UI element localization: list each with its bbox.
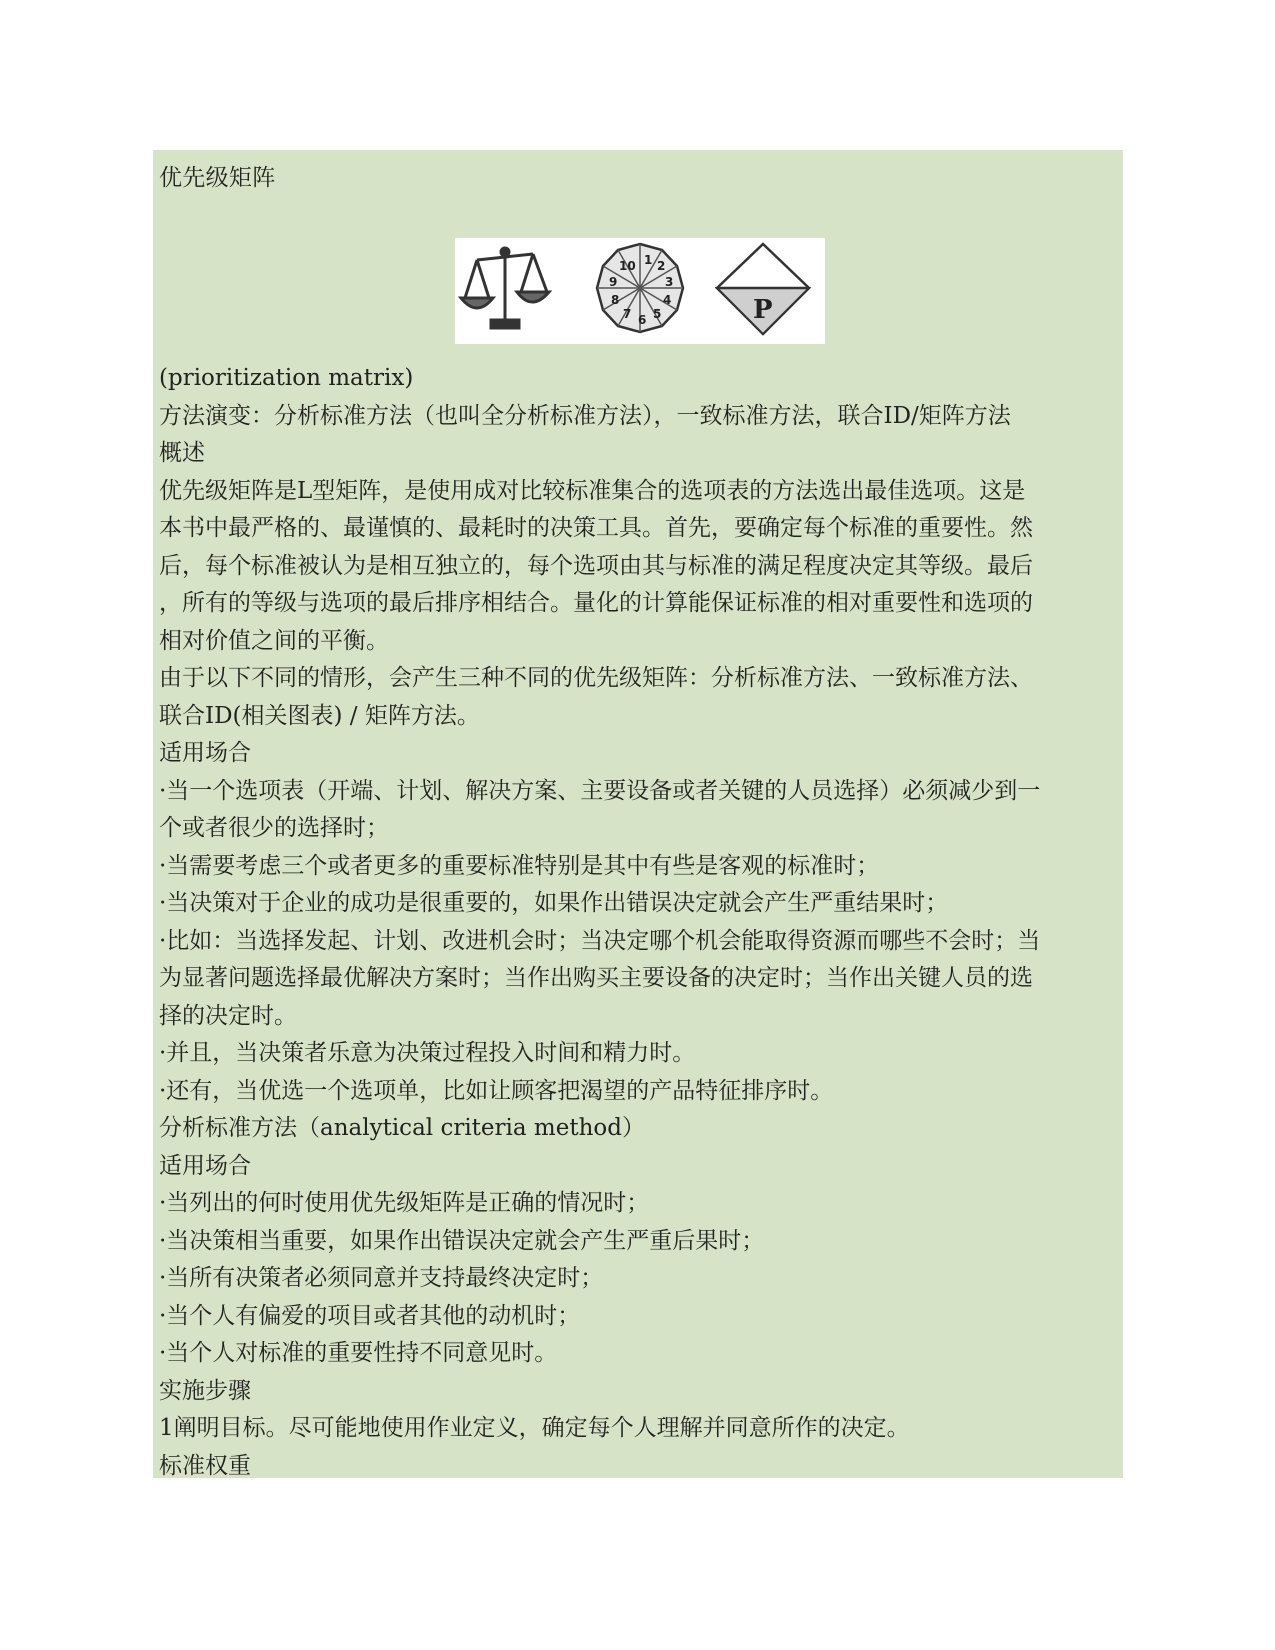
text-line: 为显著问题选择最优解决方案时；当作出购买主要设备的决定时；当作出关键人员的选 [159,965,1033,991]
section-heading: 适用场合 [159,1152,251,1179]
bullet-line: ·当决策对于企业的成功是很重要的，如果作出错误决定就会产生严重结果时； [159,890,949,916]
document-title: 优先级矩阵 [159,165,276,191]
wheel-number: 4 [663,293,672,307]
text-line: 后，每个标准被认为是相互独立的，每个选项由其与标准的满足程度决定其等级。最后 [159,552,1033,579]
text-line: 联合ID(相关图表) / 矩阵方法。 [159,702,480,729]
numbered-wheel-icon [597,244,683,332]
bullet-line: ·当个人对标准的重要性持不同意见时。 [159,1340,558,1366]
bullet-line: ·当个人有偏爱的项目或者其他的动机时； [159,1302,581,1329]
balance-scale-icon [461,248,549,328]
section-heading: 标准权重 [159,1452,251,1479]
text-line: 方法演变：分析标准方法（也叫全分析标准方法），一致标准方法，联合ID/矩阵方法 [159,402,1011,429]
text-line: (prioritization matrix) [159,365,414,391]
wheel-number: 8 [611,293,620,307]
document-body [159,360,1119,1485]
icon-strip [455,238,825,344]
text-line: 1阐明目标。尽可能地使用作业定义，确定每个人理解并同意所作的决定。 [159,1415,910,1441]
wheel-number: 2 [657,259,666,273]
text-line: 个或者很少的选择时； [159,815,389,841]
bullet-line: ·比如：当选择发起、计划、改进机会时；当决定哪个机会能取得资源而哪些不会时；当 [159,927,1041,954]
section-heading: 概述 [159,440,205,466]
bullet-line: ·还有，当优选一个选项单，比如让顾客把渴望的产品特征排序时。 [159,1077,834,1104]
wheel-number: 7 [623,307,632,321]
bullet-line: ·当需要考虑三个或者更多的重要标准特别是其中有些是客观的标准时； [159,852,880,879]
bullet-line: ·当所有决策者必须同意并支持最终决定时； [159,1265,604,1291]
section-heading: 分析标准方法（analytical criteria method） [159,1115,645,1141]
wheel-number: 10 [619,259,636,273]
diamond-letter: P [753,295,773,325]
text-line: 优先级矩阵是L型矩阵，是使用成对比较标准集合的选项表的方法选出最佳选项。这是 [159,477,1026,504]
text-line: 择的决定时。 [159,1002,297,1029]
wheel-number: 9 [609,275,618,289]
document-panel [153,150,1123,1478]
section-heading: 适用场合 [159,740,251,766]
diamond-p-icon [717,244,809,334]
bullet-line: ·当一个选项表（开端、计划、解决方案、主要设备或者关键的人员选择）必须减少到一 [159,777,1041,804]
text-line: 由于以下不同的情形，会产生三种不同的优先级矩阵：分析标准方法、一致标准方法、 [159,665,1033,691]
wheel-number: 6 [638,313,647,327]
bullet-line: ·并且，当决策者乐意为决策过程投入时间和精力时。 [159,1040,696,1066]
section-heading: 实施步骤 [159,1377,251,1404]
text-line: 本书中最严格的、最谨慎的、最耗时的决策工具。首先，要确定每个标准的重要性。然 [159,515,1033,541]
wheel-number: 1 [644,253,653,267]
bullet-line: ·当列出的何时使用优先级矩阵是正确的情况时； [159,1190,650,1216]
text-line: 相对价值之间的平衡。 [159,627,389,654]
wheel-number: 3 [665,275,674,289]
text-line: ，所有的等级与选项的最后排序相结合。量化的计算能保证标准的相对重要性和选项的 [159,590,1033,616]
bullet-line: ·当决策相当重要，如果作出错误决定就会产生严重后果时； [159,1227,765,1254]
wheel-number: 5 [653,307,662,321]
